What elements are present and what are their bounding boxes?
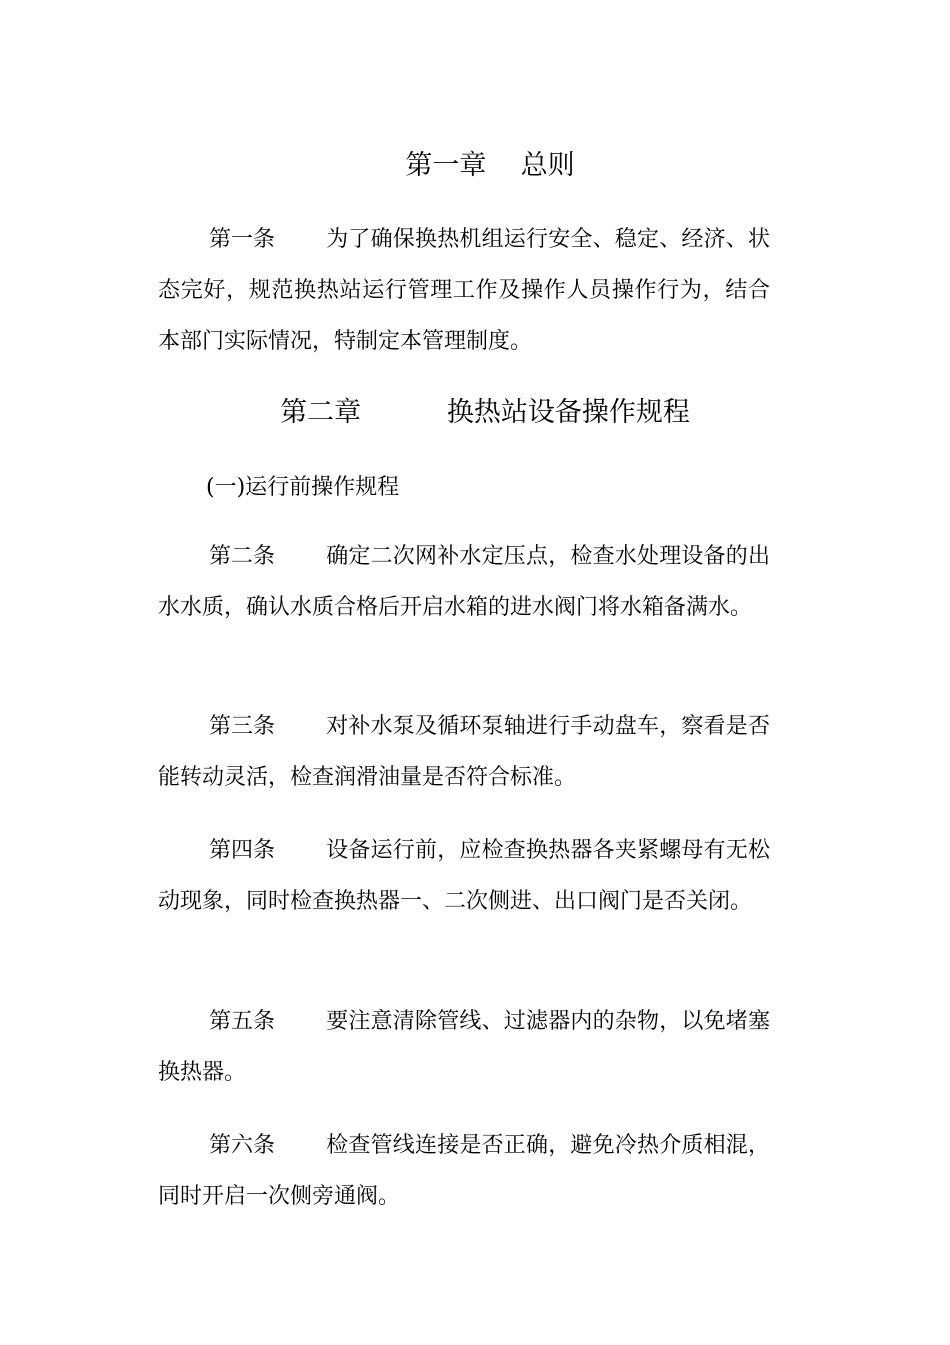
chapter-2-label: 第二章 xyxy=(280,397,362,428)
article-2-text: 确定二次网补水定压点，检查水处理设备的出水水质，确认水质合格后开启水箱的进水阀门将水箱备满水。 xyxy=(158,544,770,620)
article-2-label: 第二条 xyxy=(209,544,276,569)
article-6-label: 第六条 xyxy=(209,1133,276,1158)
article-3 xyxy=(158,701,770,803)
chapter-2-title xyxy=(10,395,950,431)
article-5-label: 第五条 xyxy=(209,1009,276,1034)
article-1 xyxy=(158,214,770,367)
article-1-text: 为了确保换热机组运行安全、稳定、经济、状态完好，规范换热站运行管理工作及操作人员操作行为，结合本部门实际情况，特制定本管理制度。 xyxy=(158,227,770,354)
article-6-text: 检查管线连接是否正确，避免冷热介质相混，同时开启一次侧旁通阀。 xyxy=(158,1133,770,1209)
article-4-text: 设备运行前，应检查换热器各夹紧螺母有无松动现象，同时检查换热器一、二次侧进、出口阀门是否关闭。 xyxy=(158,838,770,914)
article-2 xyxy=(158,531,770,633)
chapter-2-gap xyxy=(361,397,447,428)
article-6 xyxy=(158,1120,770,1222)
chapter-2-name: 换热站设备操作规程 xyxy=(446,397,690,428)
article-4-label: 第四条 xyxy=(209,838,276,863)
article-5 xyxy=(158,996,770,1098)
article-5-text: 要注意清除管线、过滤器内的杂物，以免堵塞换热器。 xyxy=(158,1009,770,1085)
section-heading: (一)运行前操作规程 xyxy=(206,475,400,500)
chapter-1-title xyxy=(15,148,950,184)
article-1-label: 第一条 xyxy=(209,227,276,252)
chapter-1-label: 第一章 xyxy=(405,150,487,181)
article-3-label: 第三条 xyxy=(209,714,276,739)
chapter-1-name: 总则 xyxy=(520,150,575,181)
article-3-text: 对补水泵及循环泵轴进行手动盘车，察看是否能转动灵活，检查润滑油量是否符合标准。 xyxy=(158,714,770,790)
article-4 xyxy=(158,825,770,927)
chapter-1-gap xyxy=(486,150,520,181)
